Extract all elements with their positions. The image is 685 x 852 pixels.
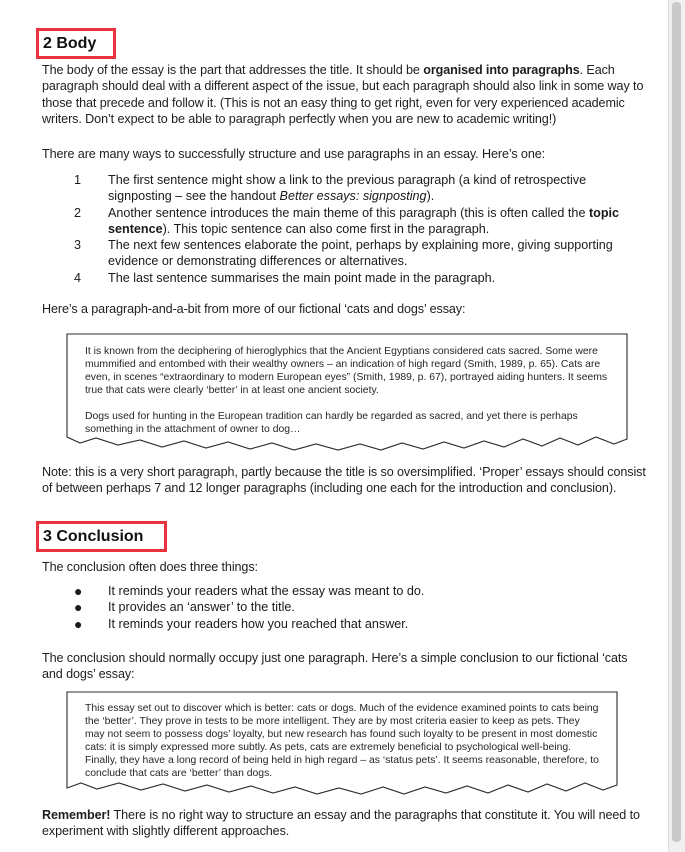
conclusion-example-box xyxy=(66,691,619,801)
bullet-icon: ● xyxy=(74,599,83,616)
list-item: ● It reminds your readers what the essay was meant to do. xyxy=(74,583,425,599)
conclusion-example-text: This essay set out to discover which is better: cats or dogs. Much of the evidence examined points to cats being the ‘better’. They prove in tests to be more intelligent. They are by most criteria easier to keep as pets. They may not seem to possess dogs’ loyalty, but new research has found such loyalty to be present in most domestic cats: it is simply expressed more subtly. As pets, cats are extremely beneficial to psychological well-being. Finally, they have a long record of being held in high regard – as ‘status pets’. It seems reasonable, therefore, to conclude that cats are ‘better’ than dogs. xyxy=(85,703,599,779)
conclusion-example-lead-paragraph: The conclusion should normally occupy just one paragraph. Here’s a simple conclusion to our fictional ‘cats and dogs’ essay: xyxy=(42,651,628,682)
list-item: 4 The last sentence summarises the main point made in the paragraph. xyxy=(74,270,496,285)
list-item: ● It provides an ‘answer’ to the title. xyxy=(74,599,295,616)
conclusion-lead-paragraph: The conclusion often does three things: xyxy=(42,560,258,574)
scrollbar-thumb[interactable] xyxy=(672,2,681,842)
body-example-box xyxy=(66,333,629,458)
body-heading: 2 Body xyxy=(36,28,116,59)
list-item: 3 The next few sentences elaborate the point, perhaps by explaining more, giving supporting evidence or demonstrating differences or alternatives. xyxy=(74,238,613,269)
list-item: 1 The first sentence might show a link to the previous paragraph (a kind of retrospective signposting – see the handout Better essays: signposting). xyxy=(74,173,587,204)
example-lead-paragraph: Here’s a paragraph-and-a-bit from more of our fictional ‘cats and dogs’ essay: xyxy=(42,302,466,316)
vertical-scrollbar[interactable] xyxy=(668,0,685,852)
conclusion-heading: 3 Conclusion xyxy=(36,521,167,552)
list-item: 2 Another sentence introduces the main theme of this paragraph (this is often called the topic sentence). This topic sentence can also come first in the paragraph. xyxy=(74,205,620,236)
body-intro-paragraph: The body of the essay is the part that addresses the title. It should be organised into paragraphs. Each paragraph should deal with a different aspect of the issue, but each paragraph should also link in some way to those that precede and follow it. (This is not an easy thing to get right, even for very experienced academic writers. Don’t expect to be able to paragraph perfectly when you are new to academic writing!) xyxy=(42,63,644,126)
structure-lead-paragraph: There are many ways to successfully structure and use paragraphs in an essay. Here’s one: xyxy=(42,147,546,161)
note-paragraph: Note: this is a very short paragraph, partly because the title is so oversimplified. ‘Proper’ essays should consist of between perhaps 7 and 12 longer paragraphs (including one each for the introduction and conclusion). xyxy=(42,465,646,496)
remember-paragraph: Remember! There is no right way to structure an essay and the paragraphs that constitute it. You will need to experiment with slightly different approaches. xyxy=(42,808,640,839)
body-example-text: It is known from the deciphering of hieroglyphics that the Ancient Egyptians considered cats sacred. Some were mummified and entombed with their wealthy owners – an indication of high regard (Smith, 1989, p. 65). Cats are even, in scenes “extraordinary to modern European eyes” (Smith, 1989, p. 67), portrayed aiding hunters. It seems true that cats were clearly ‘better’ in at least one ancient society. Dogs used for hunting in the European tradition can hardly be regarded as sacred, and yet there is perhaps something in the attachment of owner to dog… xyxy=(85,346,608,435)
list-item: ● It reminds your readers how you reached that answer. xyxy=(74,615,409,632)
organised-emphasis: organised into paragraphs xyxy=(423,63,580,77)
bullet-icon: ● xyxy=(74,583,83,599)
bullet-icon: ● xyxy=(74,615,83,632)
conclusion-bullet-list xyxy=(42,583,652,632)
paragraph-structure-list xyxy=(42,172,652,286)
